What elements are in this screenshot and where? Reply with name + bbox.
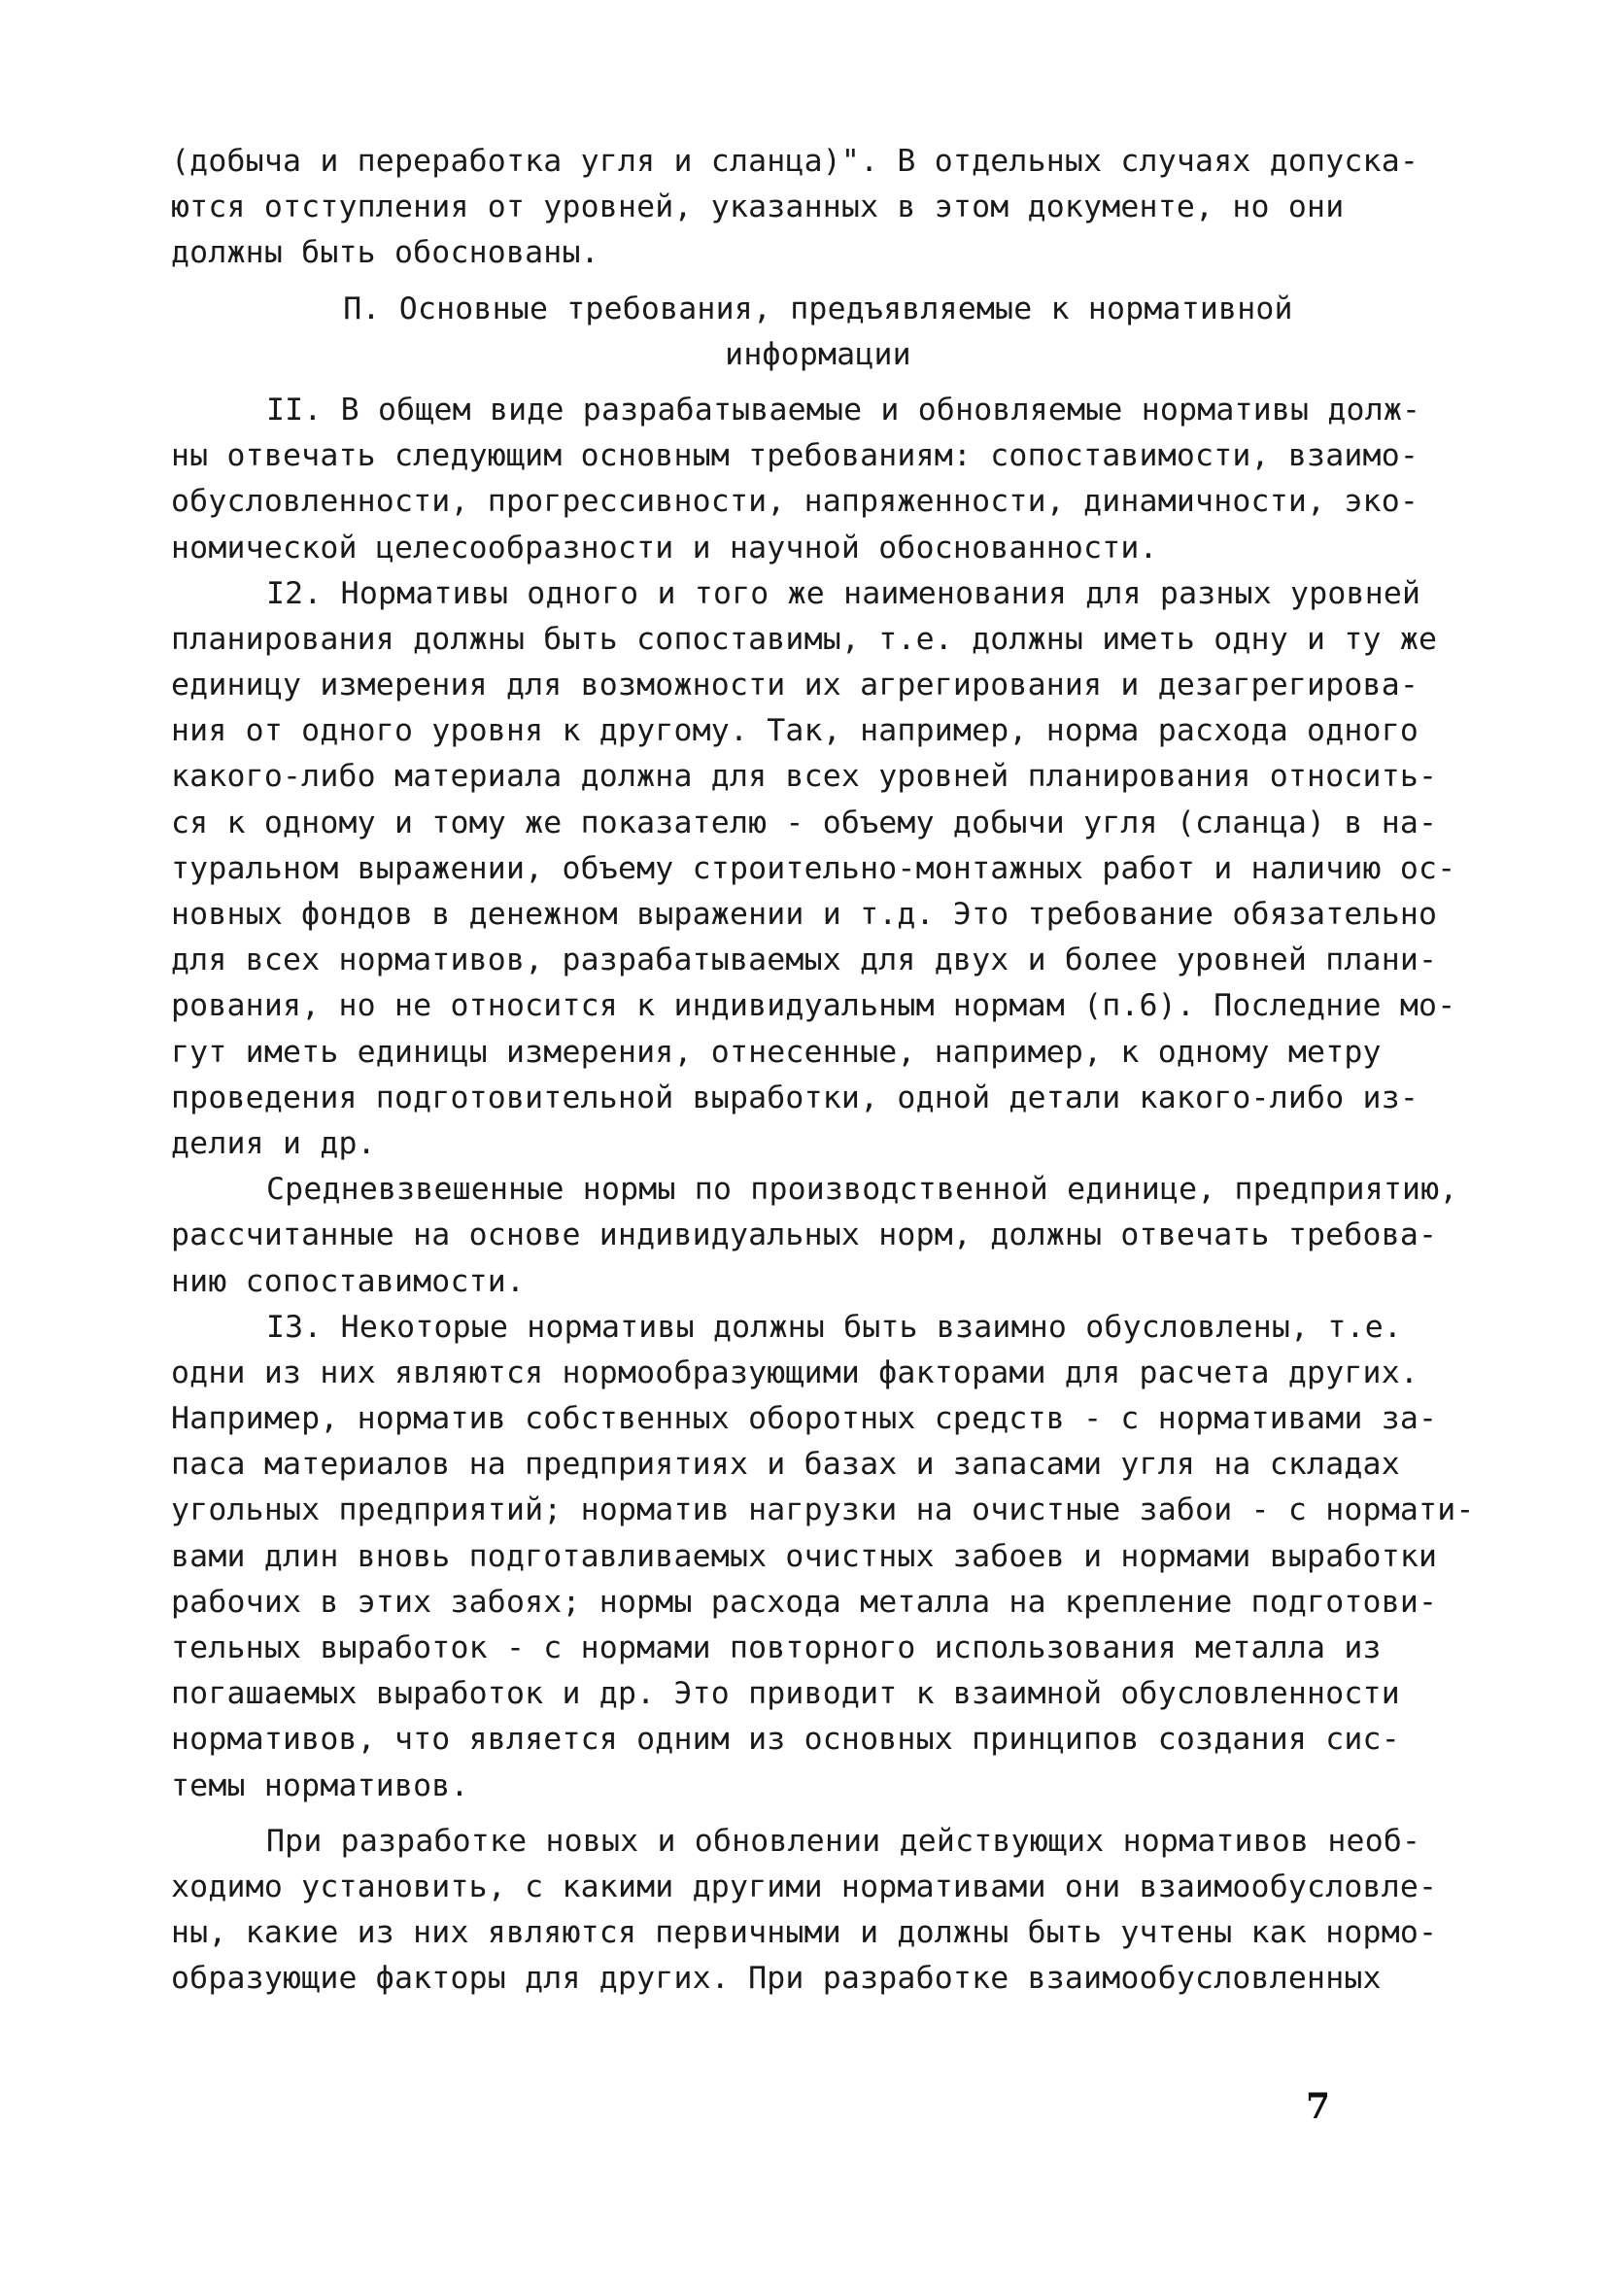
text-line: проведения подготовительной выработки, одной детали какого-либо из-	[171, 1079, 1419, 1115]
section-heading: информации	[725, 336, 911, 372]
paragraph-start: I2. Нормативы одного и того же наименования для разных уровней	[266, 575, 1421, 611]
text-line: темы нормативов.	[171, 1767, 469, 1803]
text-line: должны быть обоснованы.	[171, 235, 599, 271]
document-body	[171, 139, 1492, 2003]
section-heading: П. Основные требования, предъявляемые к нормативной	[343, 291, 1293, 326]
paragraph-start: II. В общем виде разрабатываемые и обновляемые нормативы долж-	[266, 392, 1421, 428]
paragraph-start: I3. Некоторые нормативы должны быть взаимно обусловлены, т.е.	[266, 1309, 1403, 1345]
text-line: туральном выражении, объему строительно-монтажных работ и наличию ос-	[171, 850, 1456, 886]
text-line: тельных выработок - с нормами повторного использования металла из	[171, 1630, 1382, 1665]
text-line: образующие факторы для других. При разработке взаимообусловленных	[171, 1961, 1382, 1997]
paragraph-start: Средневзвешенные нормы по производственной единице, предприятию,	[266, 1172, 1458, 1208]
text-line: новных фондов в денежном выражении и т.д. Это требование обязательно	[171, 897, 1438, 932]
text-line: номической целесообразности и научной обоснованности.	[171, 530, 1158, 565]
text-line: вами длин вновь подготавливаемых очистных забоев и нормами выработки	[171, 1538, 1438, 1574]
text-line: нию сопоставимости.	[171, 1263, 526, 1299]
text-line: угольных предприятий; норматив нагрузки на очистные забои - с нормати-	[171, 1492, 1475, 1528]
text-line: ются отступления от уровней, указанных в этом документе, но они	[171, 189, 1345, 225]
paragraph-start: При разработке новых и обновлении действующих нормативов необ-	[266, 1823, 1421, 1859]
text-line: обусловленности, прогрессивности, напряженности, динамичности, эко-	[171, 484, 1419, 520]
text-line: (добыча и переработка угля и сланца)". В отдельных случаях допуска-	[171, 144, 1419, 179]
text-line: гут иметь единицы измерения, отнесенные, например, к одному метру	[171, 1034, 1382, 1070]
text-line: ны, какие из них являются первичными и должны быть учтены как нормо-	[171, 1915, 1438, 1951]
text-line: делия и др.	[171, 1125, 376, 1161]
text-line: рования, но не относится к индивидуальным нормам (п.6). Последние мо-	[171, 988, 1456, 1024]
text-line: погашаемых выработок и др. Это приводит к взаимной обусловленности	[171, 1676, 1400, 1712]
text-line: одни из них являются нормообразующими факторами для расчета других.	[171, 1354, 1419, 1390]
text-line: ходимо установить, с какими другими нормативами они взаимообусловле-	[171, 1868, 1438, 1904]
text-line: рабочих в этих забоях; нормы расхода металла на крепление подготови-	[171, 1584, 1438, 1620]
text-line: планирования должны быть сопоставимы, т.е. должны иметь одну и ту же	[171, 621, 1438, 657]
text-line: ны отвечать следующим основным требованиям: сопоставимости, взаимо-	[171, 438, 1419, 474]
text-line: ся к одному и тому же показателю - объему добычи угля (сланца) в на-	[171, 805, 1438, 840]
text-line: единицу измерения для возможности их агрегирования и дезагрегирова-	[171, 668, 1419, 703]
page-number: 7	[1306, 2086, 1331, 2127]
text-line: ния от одного уровня к другому. Так, например, норма расхода одного	[171, 713, 1419, 749]
text-line: рассчитанные на основе индивидуальных норм, должны отвечать требова-	[171, 1217, 1438, 1253]
text-line: паса материалов на предприятиях и базах и запасами угля на складах	[171, 1447, 1400, 1483]
text-line: нормативов, что является одним из основных принципов создания сис-	[171, 1722, 1400, 1758]
text-line: Например, норматив собственных оборотных средств - с нормативами за-	[171, 1401, 1438, 1437]
text-line: для всех нормативов, разрабатываемых для двух и более уровней плани-	[171, 942, 1438, 978]
text-line: какого-либо материала должна для всех уровней планирования относить-	[171, 759, 1438, 795]
